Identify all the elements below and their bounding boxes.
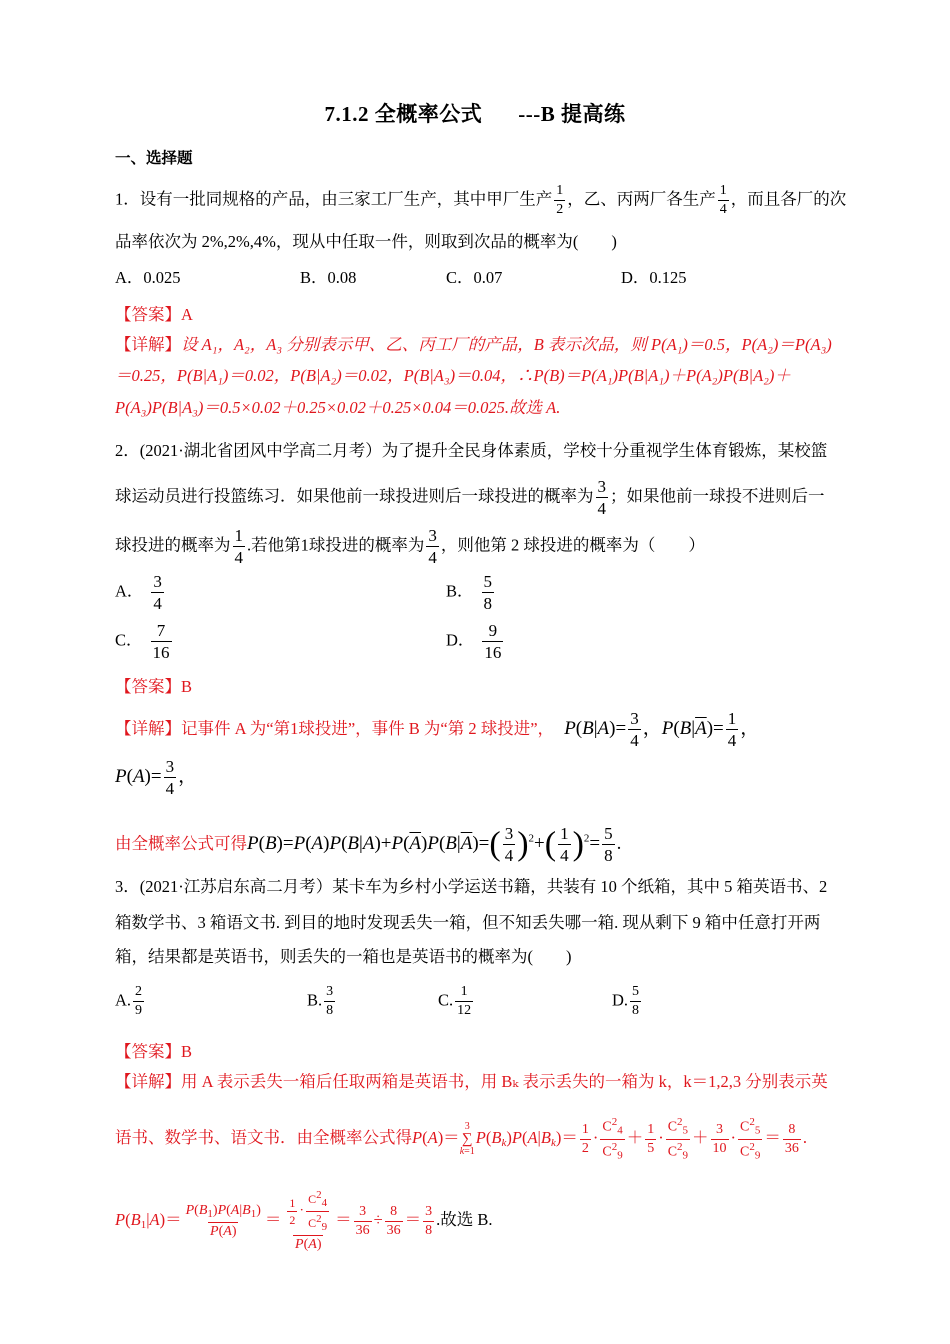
q2-total-prob-formula: $P(B)=P(A)P(B|A)+P(\overline{A})P(B|\overline{A})=$( $\frac{3}{4}$ )$^2$+( $\frac{1}{4}$ )$^2$= $\frac{5}{8}$ . xyxy=(247,824,622,865)
q3-option-c[interactable]: C. $\frac{1}{12}$ xyxy=(438,984,472,1018)
q2-line3 xyxy=(115,527,705,566)
q1-detail-text1: 设 A₁，A₂，A₃ 分别表示甲、乙、丙工厂的产品，B 表示次品，则 P(A₁)＝0.5，P(A₂)＝P(A₃) xyxy=(181,335,832,354)
q2-line1: 2．(2021·湖北省团风中学高二月考）为了提升全民身体素质，学校十分重视学生体育锻炼，某校篮 xyxy=(115,441,828,460)
q1-option-d[interactable]: D．0.125 xyxy=(621,268,687,287)
q3-detail-text1: 用 A 表示丢失一箱后任取两箱是英语书，用 Bₖ 表示丢失的一箱为 k，k＝1,2,3 分别表示英 xyxy=(181,1072,828,1091)
q2-option-b[interactable]: B． $\frac{5}{8}$ xyxy=(446,572,493,613)
q1-option-a[interactable]: A．0.025 xyxy=(115,268,181,287)
page-title xyxy=(0,98,950,128)
q2-detail-text: 记事件 A 为“第1球投进”，事件 B 为“第 2 球投进”， xyxy=(181,718,555,738)
q2-frac-one-quarter: $\frac{1}{4}$ xyxy=(234,526,243,567)
q1-detail-label: 【详解】 xyxy=(115,335,181,354)
q3-line3: 箱，结果都是英语书，则丢失的一箱也是英语书的概率为( ) xyxy=(115,947,572,966)
q3-option-a[interactable]: A. $\frac{2}{9}$ xyxy=(115,984,143,1018)
q2-text-b: ；如果他前一球投不进则后一 xyxy=(610,486,825,506)
q2-text-a: 球运动员进行投篮练习．如果他前一球投进则后一球投进的概率为 xyxy=(115,486,594,506)
q1-detail-line1 xyxy=(115,334,832,356)
q1-frac-quarter: $\frac{1}{4}$ xyxy=(719,183,727,217)
q2-option-a[interactable]: A． $\frac{3}{4}$ xyxy=(115,572,162,613)
q3-detail-line3 xyxy=(115,1190,493,1252)
q3-line2: 箱数学书、3 箱语文书. 到目的地时发现丢失一箱，但不知丢失哪一箱. 现从剩下 9 箱中任意打开两 xyxy=(115,913,821,932)
q3-answer: 【答案】B xyxy=(115,1042,193,1061)
q2-frac-three-quarters-2: $\frac{3}{4}$ xyxy=(428,526,437,567)
q2-answer: 【答案】B xyxy=(115,677,193,696)
title-main: 7.1.2 全概率公式 xyxy=(324,102,483,126)
q2-detail-formula xyxy=(115,825,621,864)
q3-detail-line2 xyxy=(115,1117,807,1161)
q3-detail-line1 xyxy=(115,1071,828,1093)
q3-option-b[interactable]: B. $\frac{3}{8}$ xyxy=(307,984,334,1018)
q2-formula-lead: 由全概率公式可得 xyxy=(115,833,247,853)
q1-option-b[interactable]: B．0.08 xyxy=(300,268,357,287)
q2-text-d: .若他第1球投进的概率为 xyxy=(247,535,425,555)
q2-prob-a: P(A)= $\frac{3}{4}$ ， xyxy=(115,757,198,798)
title-suffix: ---B 提高练 xyxy=(518,102,626,126)
q1-option-c[interactable]: C．0.07 xyxy=(446,268,503,287)
section-heading: 一、选择题 xyxy=(115,150,193,167)
q1-line2: 品率依次为 2%,2%,4%，现从中任取一件，则取到次品的概率为( ) xyxy=(115,232,617,251)
q3-detail-lead: 语书、数学书、语文书．由全概率公式得 xyxy=(115,1127,412,1147)
q1-text-b: ，乙、丙两厂各生产 xyxy=(567,189,716,209)
q3-bayes-formula: $P(B_1|A)=$ $\frac{P(B_1)P(A|B_1)}{P(A)}$ ＝ $\frac{1}{2}$ · $\frac{C^2_4}{C^2_9}$ P(A) ＝ $\frac{3}{36}$ ÷ $\frac{8}{36}$ ＝ $\frac{3}{8}$ xyxy=(115,1189,433,1252)
q2-text-c: 球投进的概率为 xyxy=(115,535,231,555)
q1-detail-line2: ＝0.25，P(B|A₁)＝0.02，P(B|A₂)＝0.02，P(B|A₃)＝0.04，∴P(B)＝P(A₁)P(B|A₁)＋P(A₂)P(B|A₂)＋ xyxy=(115,366,791,385)
q2-cond-prob-1: P(B|A)= $\frac{3}{4}$ ，$P(B|\overline{A})=$ $\frac{1}{4}$ ， xyxy=(564,709,760,750)
q3-total-prob-formula: P(A)＝ 3 ∑ k=1 $P(B_k)P(A|B_k)=$ $\frac{1}{2}$ · $\frac{C^2_4}{C^2_9}$ ＋ $\frac{1}{5}$ · $\frac{C^2_5}{C^2_9}$ ＋ $\frac{3}{10}$ · $\frac{C^2_5}{C^2_9}$ ＝ $\frac{8}{36}$ . xyxy=(412,1116,807,1162)
q2-detail-label: 【详解】 xyxy=(115,718,181,738)
q2-option-c[interactable]: C． $\frac{7}{16}$ xyxy=(115,621,170,662)
q1-detail-line3: P(A₃)P(B|A₃)＝0.5×0.02＋0.25×0.02＋0.25×0.04＝0.025.故选 A. xyxy=(115,398,561,417)
q2-frac-three-quarters: $\frac{3}{4}$ xyxy=(597,477,606,518)
q3-option-d[interactable]: D. $\frac{5}{8}$ xyxy=(612,984,640,1018)
q1-line1 xyxy=(115,184,846,217)
q1-frac-half: $\frac{1}{2}$ xyxy=(556,183,564,217)
q1-text-c: ，而且各厂的次 xyxy=(730,189,847,209)
q2-text-e: ，则他第 2 球投进的概率为（ ） xyxy=(440,535,705,555)
q3-detail-tail: .故选 B. xyxy=(436,1209,493,1229)
q2-detail-line1 xyxy=(115,710,759,749)
q3-detail-label: 【详解】 xyxy=(115,1072,181,1091)
q3-line1: 3．(2021·江苏启东高二月考）某卡车为乡村小学运送书籍，共装有 10 个纸箱，其中 5 箱英语书、2 xyxy=(115,877,828,896)
q2-option-d[interactable]: D． $\frac{9}{16}$ xyxy=(446,621,502,662)
q1-answer: 【答案】A xyxy=(115,305,193,324)
q1-text-a: 1．设有一批同规格的产品，由三家工厂生产，其中甲厂生产 xyxy=(115,189,553,209)
q2-detail-line2 xyxy=(115,758,197,797)
q2-line2 xyxy=(115,478,825,517)
